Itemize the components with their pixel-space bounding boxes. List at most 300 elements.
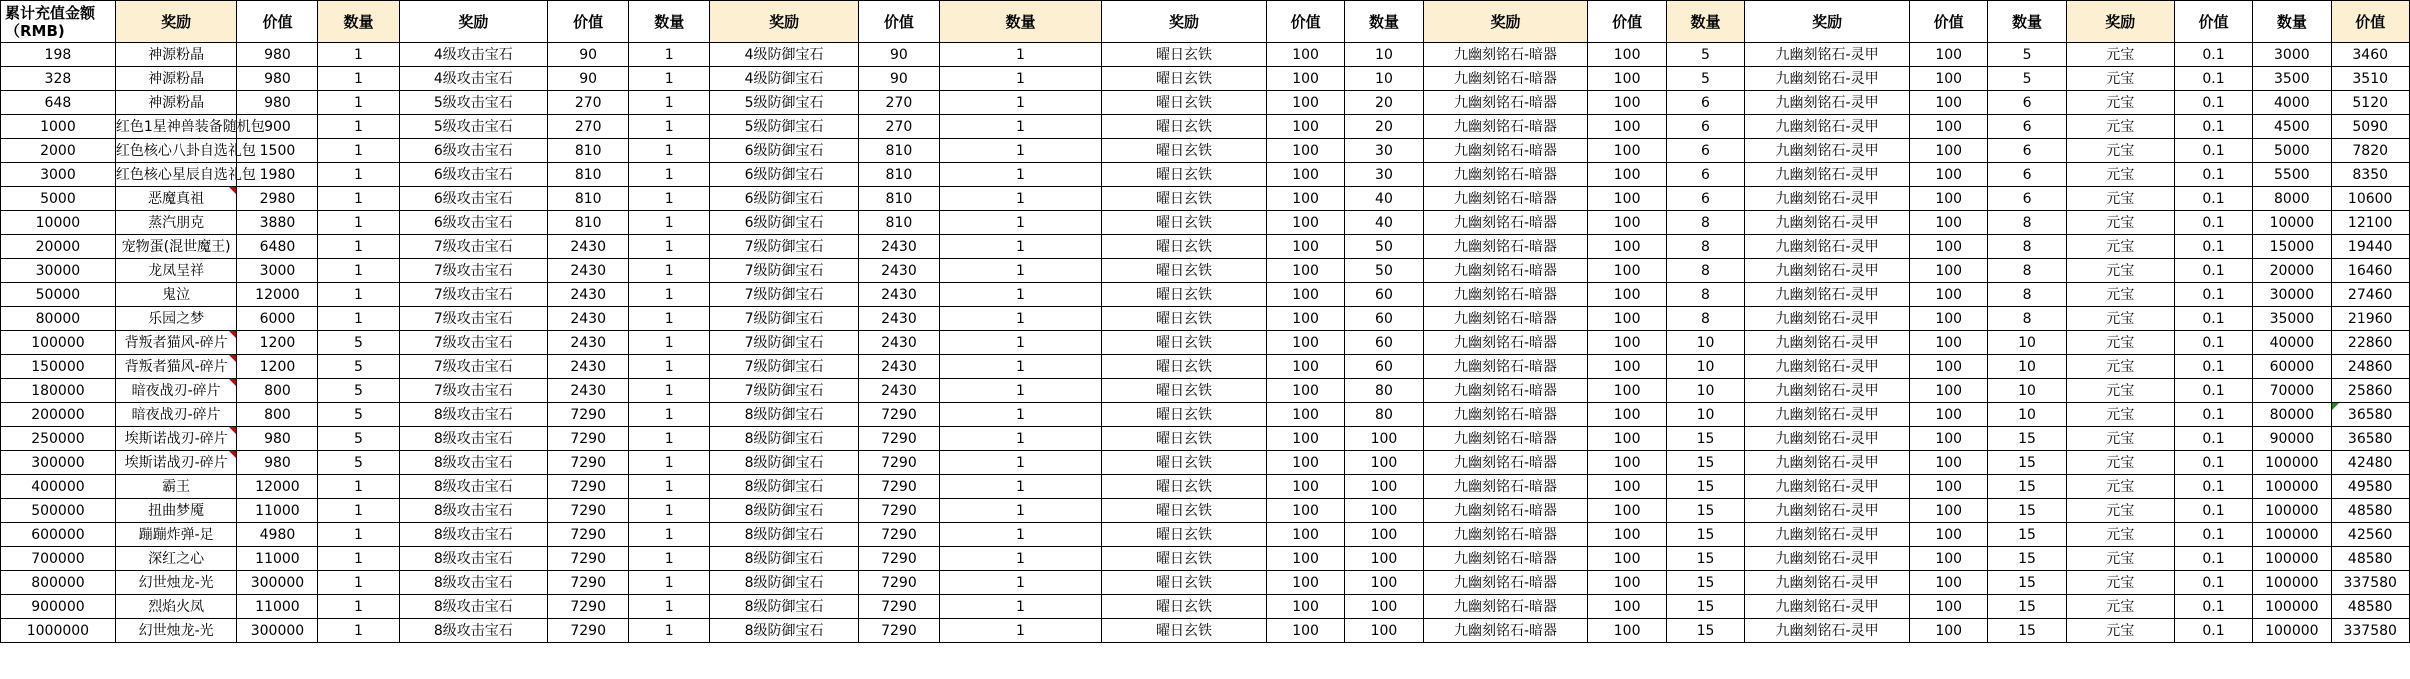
table-cell[interactable]: 8级攻击宝石 [399,451,548,475]
table-cell[interactable]: 1 [939,139,1101,163]
table-cell[interactable]: 8级防御宝石 [710,523,859,547]
table-cell[interactable]: 九幽刻铭石-暗器 [1423,139,1588,163]
table-cell[interactable]: 100 [1588,307,1666,331]
table-cell[interactable]: 九幽刻铭石-灵甲 [1745,427,1910,451]
table-cell[interactable]: 曜日玄铁 [1102,595,1267,619]
table-cell[interactable]: 1 [629,67,710,91]
table-cell[interactable]: 4级防御宝石 [710,43,859,67]
table-cell[interactable]: 100000 [2253,547,2331,571]
table-cell[interactable]: 神源粉晶 [115,91,237,115]
table-cell[interactable]: 80000 [2253,403,2331,427]
table-cell[interactable]: 60 [1345,283,1423,307]
table-cell[interactable]: 10 [1988,331,2066,355]
table-cell[interactable]: 3000 [2253,43,2331,67]
table-cell[interactable]: 曜日玄铁 [1102,91,1267,115]
table-cell[interactable]: 九幽刻铭石-灵甲 [1745,595,1910,619]
table-cell[interactable]: 40 [1345,211,1423,235]
table-cell[interactable]: 100000 [2253,619,2331,643]
table-cell[interactable]: 100 [1910,139,1988,163]
table-cell[interactable]: 1000 [1,115,116,139]
table-cell[interactable]: 100 [1588,619,1666,643]
table-cell[interactable]: 2430 [548,259,629,283]
table-cell[interactable]: 1 [318,139,399,163]
table-cell[interactable]: 100 [1910,475,1988,499]
table-cell[interactable]: 100 [1588,427,1666,451]
table-cell[interactable]: 15 [1666,451,1744,475]
table-cell[interactable]: 1 [939,595,1101,619]
table-cell[interactable]: 100 [1910,43,1988,67]
table-cell[interactable]: 48580 [2331,499,2409,523]
table-cell[interactable]: 埃斯诺战刃-碎片 [115,427,237,451]
table-cell[interactable]: 30000 [2253,283,2331,307]
table-cell[interactable]: 元宝 [2066,259,2174,283]
table-cell[interactable]: 90000 [2253,427,2331,451]
column-header[interactable]: 数量 [629,1,710,43]
table-cell[interactable]: 2430 [548,307,629,331]
table-cell[interactable]: 100 [1345,523,1423,547]
table-cell[interactable]: 15 [1988,475,2066,499]
table-cell[interactable]: 90 [548,43,629,67]
table-cell[interactable]: 100 [1588,331,1666,355]
table-cell[interactable]: 8级防御宝石 [710,403,859,427]
table-cell[interactable]: 1 [629,187,710,211]
table-cell[interactable]: 1 [939,163,1101,187]
table-cell[interactable]: 1 [629,139,710,163]
table-cell[interactable]: 0.1 [2174,283,2252,307]
table-cell[interactable]: 1 [939,619,1101,643]
table-cell[interactable]: 100 [1266,619,1344,643]
table-cell[interactable]: 6 [1988,115,2066,139]
table-cell[interactable]: 60 [1345,355,1423,379]
table-cell[interactable]: 0.1 [2174,187,2252,211]
table-cell[interactable]: 2430 [858,307,939,331]
table-cell[interactable]: 6 [1666,115,1744,139]
table-cell[interactable]: 15 [1988,619,2066,643]
table-cell[interactable]: 50 [1345,235,1423,259]
table-cell[interactable]: 九幽刻铭石-灵甲 [1745,115,1910,139]
table-cell[interactable]: 60 [1345,307,1423,331]
table-cell[interactable]: 300000 [237,571,318,595]
table-cell[interactable]: 神源粉晶 [115,67,237,91]
table-cell[interactable]: 7290 [548,547,629,571]
table-cell[interactable]: 九幽刻铭石-暗器 [1423,187,1588,211]
table-cell[interactable]: 1 [318,115,399,139]
table-cell[interactable]: 100 [1266,595,1344,619]
table-cell[interactable]: 1 [629,91,710,115]
table-cell[interactable]: 1 [939,187,1101,211]
table-cell[interactable]: 九幽刻铭石-暗器 [1423,595,1588,619]
table-cell[interactable]: 1 [629,283,710,307]
table-cell[interactable]: 100 [1910,211,1988,235]
table-cell[interactable]: 100 [1588,523,1666,547]
table-cell[interactable]: 5 [1988,67,2066,91]
table-cell[interactable]: 九幽刻铭石-灵甲 [1745,235,1910,259]
table-cell[interactable]: 1 [318,475,399,499]
table-cell[interactable]: 7级防御宝石 [710,331,859,355]
column-header[interactable]: 数量 [1666,1,1744,43]
table-cell[interactable]: 0.1 [2174,115,2252,139]
table-cell[interactable]: 1 [318,211,399,235]
table-cell[interactable]: 7290 [858,523,939,547]
table-cell[interactable]: 20 [1345,91,1423,115]
table-cell[interactable]: 九幽刻铭石-灵甲 [1745,331,1910,355]
table-cell[interactable]: 100 [1910,595,1988,619]
table-cell[interactable]: 6级防御宝石 [710,163,859,187]
table-cell[interactable]: 100 [1345,571,1423,595]
table-cell[interactable]: 100 [1266,211,1344,235]
table-cell[interactable]: 30 [1345,163,1423,187]
table-cell[interactable]: 7820 [2331,139,2409,163]
table-cell[interactable]: 0.1 [2174,331,2252,355]
table-cell[interactable]: 100 [1588,451,1666,475]
table-cell[interactable]: 90 [858,67,939,91]
table-cell[interactable]: 九幽刻铭石-灵甲 [1745,451,1910,475]
table-cell[interactable]: 九幽刻铭石-灵甲 [1745,355,1910,379]
table-cell[interactable]: 0.1 [2174,163,2252,187]
table-cell[interactable]: 1 [318,307,399,331]
table-cell[interactable]: 5 [318,427,399,451]
table-cell[interactable]: 100000 [2253,595,2331,619]
table-cell[interactable]: 15 [1988,427,2066,451]
table-cell[interactable]: 烈焰火凤 [115,595,237,619]
table-cell[interactable]: 8级防御宝石 [710,595,859,619]
table-cell[interactable]: 元宝 [2066,115,2174,139]
table-cell[interactable]: 1 [318,67,399,91]
table-cell[interactable]: 曜日玄铁 [1102,451,1267,475]
table-cell[interactable]: 0.1 [2174,139,2252,163]
table-cell[interactable]: 九幽刻铭石-暗器 [1423,91,1588,115]
table-cell[interactable]: 100 [1266,331,1344,355]
table-cell[interactable]: 10 [1666,331,1744,355]
table-cell[interactable]: 曜日玄铁 [1102,571,1267,595]
table-cell[interactable]: 8级攻击宝石 [399,475,548,499]
column-header[interactable]: 价值 [237,1,318,43]
column-header[interactable]: 数量 [2253,1,2331,43]
table-cell[interactable]: 8级防御宝石 [710,499,859,523]
table-cell[interactable]: 九幽刻铭石-灵甲 [1745,523,1910,547]
table-cell[interactable]: 10 [1988,379,2066,403]
table-cell[interactable]: 九幽刻铭石-灵甲 [1745,571,1910,595]
table-cell[interactable]: 600000 [1,523,116,547]
table-cell[interactable]: 8 [1988,259,2066,283]
table-cell[interactable]: 1 [318,235,399,259]
table-cell[interactable]: 2000 [1,139,116,163]
table-cell[interactable]: 曜日玄铁 [1102,331,1267,355]
table-cell[interactable]: 648 [1,91,116,115]
table-cell[interactable]: 九幽刻铭石-暗器 [1423,547,1588,571]
table-cell[interactable]: 6 [1988,139,2066,163]
table-cell[interactable]: 1 [318,187,399,211]
table-cell[interactable]: 1 [318,43,399,67]
table-cell[interactable]: 1 [629,163,710,187]
table-cell[interactable]: 1 [318,259,399,283]
table-cell[interactable]: 1 [939,379,1101,403]
table-cell[interactable]: 5000 [2253,139,2331,163]
table-cell[interactable]: 7290 [858,595,939,619]
table-cell[interactable]: 100 [1588,283,1666,307]
table-cell[interactable]: 16460 [2331,259,2409,283]
table-cell[interactable]: 100 [1910,547,1988,571]
table-cell[interactable]: 5090 [2331,115,2409,139]
table-cell[interactable]: 九幽刻铭石-暗器 [1423,115,1588,139]
table-cell[interactable]: 5 [318,451,399,475]
table-cell[interactable]: 270 [548,115,629,139]
table-cell[interactable]: 8 [1666,307,1744,331]
table-cell[interactable]: 九幽刻铭石-暗器 [1423,523,1588,547]
table-cell[interactable]: 15 [1988,451,2066,475]
table-cell[interactable]: 6 [1666,139,1744,163]
table-cell[interactable]: 九幽刻铭石-灵甲 [1745,67,1910,91]
table-cell[interactable]: 8级防御宝石 [710,547,859,571]
table-cell[interactable]: 100 [1266,403,1344,427]
table-cell[interactable]: 15 [1666,571,1744,595]
table-cell[interactable]: 30 [1345,139,1423,163]
table-cell[interactable]: 1 [629,259,710,283]
table-cell[interactable]: 8级防御宝石 [710,571,859,595]
table-cell[interactable]: 30000 [1,259,116,283]
table-cell[interactable]: 4000 [2253,91,2331,115]
table-cell[interactable]: 元宝 [2066,355,2174,379]
table-cell[interactable]: 100 [1588,139,1666,163]
table-cell[interactable]: 7290 [548,403,629,427]
table-cell[interactable]: 1 [629,379,710,403]
table-cell[interactable]: 800 [237,403,318,427]
table-cell[interactable]: 80 [1345,403,1423,427]
table-cell[interactable]: 900 [237,115,318,139]
table-cell[interactable]: 11000 [237,547,318,571]
table-cell[interactable]: 2430 [858,283,939,307]
table-cell[interactable]: 鬼泣 [115,283,237,307]
table-cell[interactable]: 7级防御宝石 [710,307,859,331]
table-cell[interactable]: 8 [1666,259,1744,283]
table-cell[interactable]: 1 [629,499,710,523]
table-cell[interactable]: 100 [1266,571,1344,595]
table-cell[interactable]: 10 [1666,355,1744,379]
column-header[interactable]: 奖励 [2066,1,2174,43]
column-header[interactable]: 奖励 [115,1,237,43]
table-cell[interactable]: 15 [1666,619,1744,643]
table-cell[interactable]: 5 [1988,43,2066,67]
table-cell[interactable]: 100 [1266,259,1344,283]
table-cell[interactable]: 100 [1345,595,1423,619]
table-cell[interactable]: 1 [629,547,710,571]
table-cell[interactable]: 8000 [2253,187,2331,211]
table-cell[interactable]: 100 [1910,67,1988,91]
table-cell[interactable]: 12000 [237,475,318,499]
table-cell[interactable]: 60 [1345,331,1423,355]
table-cell[interactable]: 九幽刻铭石-暗器 [1423,475,1588,499]
table-cell[interactable]: 乐园之梦 [115,307,237,331]
table-cell[interactable]: 2430 [548,235,629,259]
table-cell[interactable]: 100 [1588,187,1666,211]
table-cell[interactable]: 7290 [858,547,939,571]
table-cell[interactable]: 1 [939,547,1101,571]
table-cell[interactable]: 100 [1266,139,1344,163]
table-cell[interactable]: 200000 [1,403,116,427]
table-cell[interactable]: 100 [1910,235,1988,259]
table-cell[interactable]: 4级攻击宝石 [399,43,548,67]
table-cell[interactable]: 曜日玄铁 [1102,547,1267,571]
table-cell[interactable]: 100000 [2253,475,2331,499]
table-cell[interactable]: 元宝 [2066,499,2174,523]
table-cell[interactable]: 12100 [2331,211,2409,235]
table-cell[interactable]: 7级攻击宝石 [399,235,548,259]
table-cell[interactable]: 曜日玄铁 [1102,475,1267,499]
table-cell[interactable]: 6级防御宝石 [710,187,859,211]
table-cell[interactable]: 九幽刻铭石-暗器 [1423,307,1588,331]
table-cell[interactable]: 曜日玄铁 [1102,523,1267,547]
column-header[interactable]: 数量 [939,1,1101,43]
table-cell[interactable]: 100000 [2253,571,2331,595]
table-cell[interactable]: 1 [629,427,710,451]
table-cell[interactable]: 810 [858,187,939,211]
table-cell[interactable]: 元宝 [2066,403,2174,427]
table-cell[interactable]: 100 [1910,427,1988,451]
table-cell[interactable]: 红色核心八卦自选礼包 [115,139,237,163]
table-cell[interactable]: 1 [939,67,1101,91]
table-cell[interactable]: 100 [1588,355,1666,379]
table-cell[interactable]: 0.1 [2174,595,2252,619]
table-cell[interactable]: 198 [1,43,116,67]
table-cell[interactable]: 3510 [2331,67,2409,91]
table-cell[interactable]: 曜日玄铁 [1102,139,1267,163]
table-cell[interactable]: 1 [939,331,1101,355]
table-cell[interactable]: 100 [1910,379,1988,403]
table-cell[interactable]: 8级防御宝石 [710,619,859,643]
table-cell[interactable]: 810 [858,139,939,163]
table-cell[interactable]: 100 [1345,451,1423,475]
table-cell[interactable]: 元宝 [2066,211,2174,235]
table-cell[interactable]: 250000 [1,427,116,451]
table-cell[interactable]: 8级攻击宝石 [399,595,548,619]
column-header[interactable]: 价值 [858,1,939,43]
table-cell[interactable]: 1 [939,259,1101,283]
table-cell[interactable]: 1 [939,235,1101,259]
table-cell[interactable]: 3000 [237,259,318,283]
table-cell[interactable]: 100 [1266,91,1344,115]
table-cell[interactable]: 元宝 [2066,331,2174,355]
table-cell[interactable]: 100 [1910,259,1988,283]
table-cell[interactable]: 48580 [2331,595,2409,619]
table-cell[interactable]: 8 [1988,283,2066,307]
table-cell[interactable]: 九幽刻铭石-暗器 [1423,619,1588,643]
table-cell[interactable]: 曜日玄铁 [1102,163,1267,187]
table-cell[interactable]: 3000 [1,163,116,187]
table-cell[interactable]: 7290 [548,499,629,523]
table-cell[interactable]: 7290 [858,499,939,523]
table-cell[interactable]: 6480 [237,235,318,259]
table-cell[interactable]: 7级攻击宝石 [399,331,548,355]
table-cell[interactable]: 曜日玄铁 [1102,379,1267,403]
table-cell[interactable]: 5级防御宝石 [710,115,859,139]
table-cell[interactable]: 4级防御宝石 [710,67,859,91]
table-cell[interactable]: 100 [1910,307,1988,331]
table-cell[interactable]: 0.1 [2174,451,2252,475]
table-cell[interactable]: 7290 [858,403,939,427]
table-cell[interactable]: 1500 [237,139,318,163]
table-cell[interactable]: 6级攻击宝石 [399,211,548,235]
table-cell[interactable]: 900000 [1,595,116,619]
table-cell[interactable]: 1 [318,547,399,571]
table-cell[interactable]: 曜日玄铁 [1102,403,1267,427]
table-cell[interactable]: 0.1 [2174,403,2252,427]
table-cell[interactable]: 九幽刻铭石-灵甲 [1745,259,1910,283]
column-header[interactable]: 累计充值金额（RMB) [1,1,116,43]
table-cell[interactable]: 元宝 [2066,571,2174,595]
table-cell[interactable]: 九幽刻铭石-灵甲 [1745,43,1910,67]
table-cell[interactable]: 1 [939,475,1101,499]
table-cell[interactable]: 7290 [858,451,939,475]
table-cell[interactable]: 九幽刻铭石-灵甲 [1745,379,1910,403]
table-cell[interactable]: 0.1 [2174,475,2252,499]
table-cell[interactable]: 100000 [1,331,116,355]
table-cell[interactable]: 1 [318,571,399,595]
table-cell[interactable]: 0.1 [2174,355,2252,379]
table-cell[interactable]: 8级攻击宝石 [399,427,548,451]
table-cell[interactable]: 100 [1588,475,1666,499]
table-cell[interactable]: 20000 [2253,259,2331,283]
table-cell[interactable]: 元宝 [2066,283,2174,307]
table-cell[interactable]: 8 [1666,211,1744,235]
table-cell[interactable]: 1 [629,115,710,139]
table-cell[interactable]: 蹦蹦炸弹-足 [115,523,237,547]
table-cell[interactable]: 8级攻击宝石 [399,571,548,595]
table-cell[interactable]: 8 [1666,235,1744,259]
table-cell[interactable]: 曜日玄铁 [1102,619,1267,643]
table-cell[interactable]: 7290 [858,571,939,595]
table-cell[interactable]: 10000 [1,211,116,235]
table-cell[interactable]: 2430 [858,355,939,379]
table-cell[interactable]: 328 [1,67,116,91]
table-cell[interactable]: 15 [1988,571,2066,595]
table-cell[interactable]: 幻世烛龙-光 [115,619,237,643]
table-cell[interactable]: 0.1 [2174,499,2252,523]
table-cell[interactable]: 100 [1588,235,1666,259]
table-cell[interactable]: 980 [237,91,318,115]
table-cell[interactable]: 1 [629,475,710,499]
table-cell[interactable]: 100 [1910,331,1988,355]
table-cell[interactable]: 27460 [2331,283,2409,307]
table-cell[interactable]: 25860 [2331,379,2409,403]
table-cell[interactable]: 7290 [858,475,939,499]
column-header[interactable]: 奖励 [1423,1,1588,43]
table-cell[interactable]: 100 [1266,547,1344,571]
table-cell[interactable]: 7级攻击宝石 [399,355,548,379]
table-cell[interactable]: 100 [1910,163,1988,187]
table-cell[interactable]: 100000 [2253,523,2331,547]
table-cell[interactable]: 7290 [548,523,629,547]
table-cell[interactable]: 90 [548,67,629,91]
table-cell[interactable]: 5 [318,403,399,427]
column-header[interactable]: 奖励 [1102,1,1267,43]
table-cell[interactable]: 10 [1988,355,2066,379]
table-cell[interactable]: 8级防御宝石 [710,475,859,499]
table-cell[interactable]: 2430 [858,379,939,403]
table-cell[interactable]: 810 [548,187,629,211]
table-cell[interactable]: 1 [629,211,710,235]
table-cell[interactable]: 8级攻击宝石 [399,403,548,427]
table-cell[interactable]: 10600 [2331,187,2409,211]
column-header[interactable]: 价值 [1910,1,1988,43]
table-cell[interactable]: 1 [939,211,1101,235]
table-cell[interactable]: 1 [629,235,710,259]
table-cell[interactable]: 5 [318,379,399,403]
table-cell[interactable]: 3500 [2253,67,2331,91]
table-cell[interactable]: 8级攻击宝石 [399,499,548,523]
table-cell[interactable]: 7290 [858,427,939,451]
table-cell[interactable]: 霸王 [115,475,237,499]
table-cell[interactable]: 980 [237,43,318,67]
